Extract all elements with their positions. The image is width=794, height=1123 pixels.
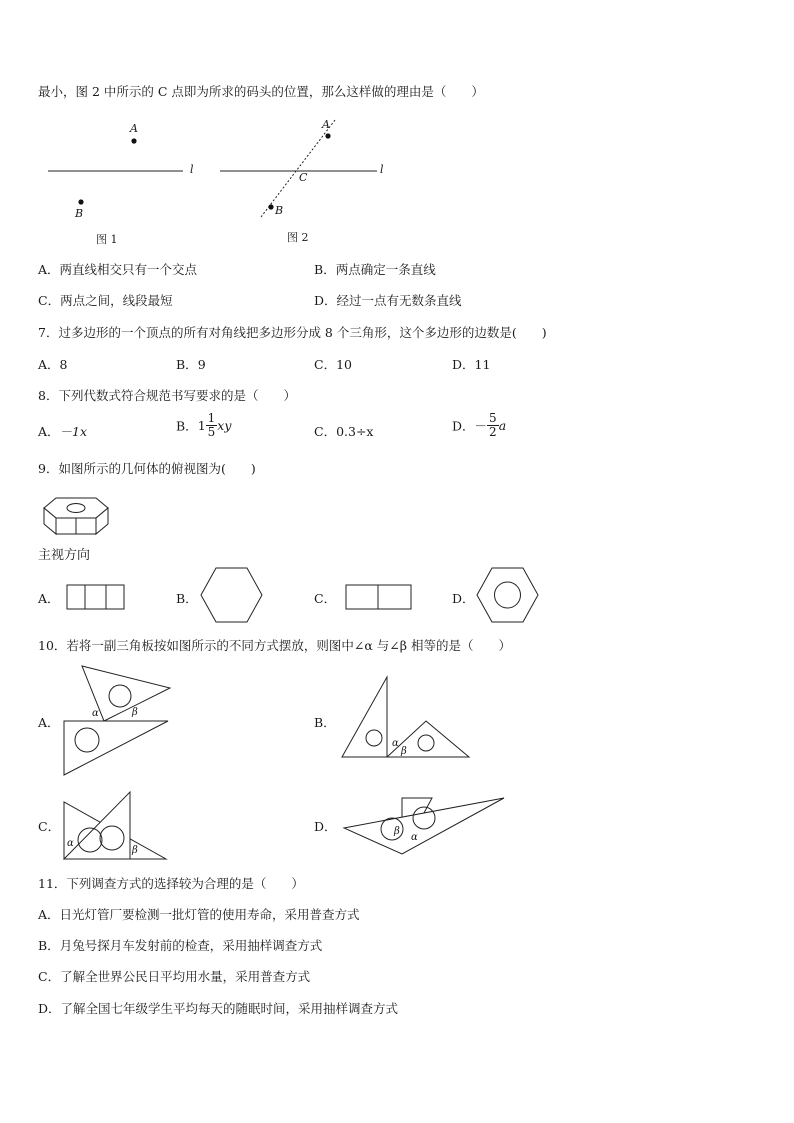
q10-option-a-figure	[62, 664, 174, 780]
q10-option-b-alpha: α	[392, 738, 399, 749]
q10-option-c[interactable]: C．	[38, 819, 61, 834]
q10-option-b-beta: β	[401, 746, 407, 757]
q7-option-b[interactable]: B．9	[176, 357, 206, 372]
q9-option-b[interactable]: B．	[176, 591, 198, 606]
q10-option-c-beta: β	[132, 845, 138, 856]
q8-option-d-fraction: $\frac{5}{2}$	[489, 411, 497, 439]
q10-option-c-alpha: α	[67, 838, 74, 849]
q6-fig1-caption: 图 1	[96, 233, 118, 246]
q6-fig2-caption: 图 2	[287, 231, 309, 244]
q10-stem: 10．若将一副三角板按如图所示的不同方式摆放，则图中∠α 与∠β 相等的是（ ）	[38, 638, 511, 653]
q6-option-b[interactable]: B．两点确定一条直线	[314, 262, 436, 277]
q8-option-a[interactable]: A．－1x	[38, 424, 88, 439]
q9-option-c-figure	[345, 584, 413, 612]
q9-option-a-figure	[66, 584, 128, 612]
q8-stem: 8．下列代数式符合规范书写要求的是（ ）	[38, 388, 296, 403]
q7-stem: 7．过多边形的一个顶点的所有对角线把多边形分成 8 个三角形，这个多边形的边数是( )	[38, 325, 547, 340]
q11-option-b[interactable]: B．月兔号探月车发射前的检查，采用抽样调查方式	[38, 938, 323, 953]
q9-option-b-figure	[200, 566, 264, 624]
q11-option-d[interactable]: D．了解全国七年级学生平均每天的随眠时间，采用抽样调查方式	[38, 1001, 399, 1016]
q6-fig2-line-l: l	[380, 163, 384, 176]
q9-option-a[interactable]: A．	[38, 591, 60, 606]
q7-option-a[interactable]: A．8	[38, 357, 68, 372]
q9-option-d-figure	[476, 566, 540, 624]
q6-stem: 最小，图 2 中所示的 C 点即为所求的码头的位置，那么这样做的理由是（ ）	[38, 84, 484, 99]
q10-option-d[interactable]: D．	[314, 819, 337, 834]
q6-fig1-point-a: A	[130, 122, 138, 135]
q6-fig1-line-l: l	[190, 163, 194, 176]
q10-option-d-figure	[342, 796, 508, 858]
q8-option-d[interactable]: D．－ $\frac{5}{2}$ a	[452, 411, 507, 439]
q6-option-d[interactable]: D．经过一点有无数条直线	[314, 293, 462, 308]
q6-fig2-point-a: A	[322, 118, 330, 131]
q10-option-a-alpha: α	[92, 708, 99, 719]
q6-option-c[interactable]: C．两点之间，线段最短	[38, 293, 173, 308]
q9-option-d[interactable]: D．	[452, 591, 475, 606]
q11-stem: 11．下列调查方式的选择较为合理的是（ ）	[38, 876, 304, 891]
q10-option-b[interactable]: B．	[314, 715, 336, 730]
q8-option-b[interactable]: B．1 $\frac{1}{5}$ xy	[176, 411, 232, 439]
q10-option-a[interactable]: A．	[38, 715, 60, 730]
q8-option-c[interactable]: C．0.3÷x	[314, 424, 374, 439]
q9-direction-label: 主视方向	[38, 548, 91, 563]
q7-option-c[interactable]: C．10	[314, 357, 352, 372]
q10-option-a-beta: β	[132, 707, 138, 718]
q10-option-d-beta: β	[394, 826, 400, 837]
q8-option-b-fraction: $\frac{1}{5}$	[207, 411, 216, 439]
q10-option-d-alpha: α	[411, 832, 418, 843]
q6-fig1-point-b: B	[75, 207, 84, 220]
q11-option-a[interactable]: A．日光灯管厂要检测一批灯管的使用寿命，采用普查方式	[38, 907, 360, 922]
q9-option-c[interactable]: C．	[314, 591, 337, 606]
q6-fig2-point-b: B	[275, 204, 284, 217]
q6-figure-1	[40, 118, 210, 248]
q6-fig2-point-c: C	[299, 171, 308, 184]
q9-stem: 9．如图所示的几何体的俯视图为( )	[38, 461, 256, 476]
q6-option-a[interactable]: A．两直线相交只有一个交点	[38, 262, 198, 277]
q11-option-c[interactable]: C．了解全世界公民日平均用水量，采用普查方式	[38, 969, 311, 984]
q7-option-d[interactable]: D．11	[452, 357, 491, 372]
q10-option-c-figure	[62, 790, 170, 862]
q9-hex-nut-figure	[40, 494, 120, 538]
